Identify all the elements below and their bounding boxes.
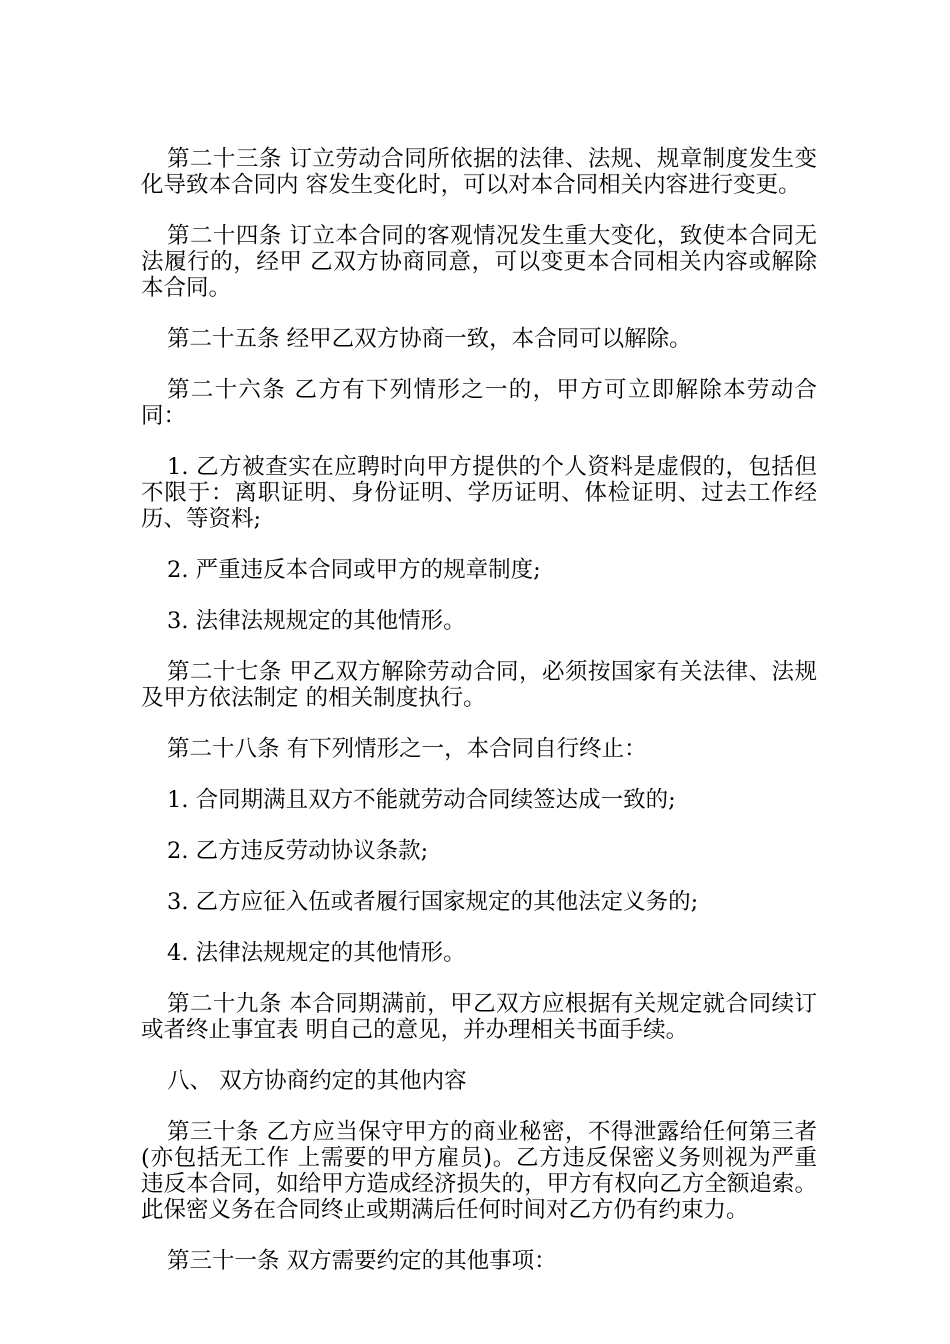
clause-31: 第三十一条 双方需要约定的其他事项： <box>167 1248 557 1274</box>
clause-25: 第二十五条 经甲乙双方协商一致，本合同可以解除。 <box>167 326 692 352</box>
clause-29: 第二十九条 本合同期满前，甲乙双方应根据有关规定就合同续订或者终止事宜表 明自己的意见，并办理相关书面手续。 <box>141 991 817 1043</box>
section-8-heading: 八、 双方协商约定的其他内容 <box>167 1068 467 1094</box>
clause-28-item-1: 1. 合同期满且双方不能就劳动合同续签达成一致的; <box>167 787 676 813</box>
clause-24: 第二十四条 订立本合同的客观情况发生重大变化，致使本合同无法履行的，经甲 乙双方协商同意，可以变更本合同相关内容或解除本合同。 <box>141 223 817 301</box>
clause-27: 第二十七条 甲乙双方解除劳动合同，必须按国家有关法律、法规及甲方依法制定 的相关制度执行。 <box>141 659 817 711</box>
clause-26: 第二十六条 乙方有下列情形之一的，甲方可立即解除本劳动合同： <box>141 377 817 429</box>
clause-23: 第二十三条 订立劳动合同所依据的法律、法规、规章制度发生变化导致本合同内 容发生变化时，可以对本合同相关内容进行变更。 <box>141 146 817 198</box>
clause-28-item-3: 3. 乙方应征入伍或者履行国家规定的其他法定义务的; <box>167 889 699 915</box>
clause-28-item-2: 2. 乙方违反劳动协议条款; <box>167 838 429 864</box>
document-body <box>141 146 817 1299</box>
clause-26-item-1: 1. 乙方被查实在应聘时向甲方提供的个人资料是虚假的，包括但不限于：离职证明、身份证明、学历证明、体检证明、过去工作经历、等资料; <box>141 454 817 532</box>
clause-28-item-4: 4. 法律法规规定的其他情形。 <box>167 940 466 966</box>
clause-26-item-2: 2. 严重违反本合同或甲方的规章制度; <box>167 557 541 583</box>
clause-28: 第二十八条 有下列情形之一，本合同自行终止： <box>167 736 647 762</box>
clause-26-item-3: 3. 法律法规规定的其他情形。 <box>167 608 466 634</box>
clause-30: 第三十条 乙方应当保守甲方的商业秘密，不得泄露给任何第三者(亦包括无工作 上需要的甲方雇员)。乙方违反保密义务则视为严重违反本合同，如给甲方造成经济损失的，甲方有权向乙方全额追索。此保密义务在合同终止或期满后任何时间对乙方仍有约束力。 <box>141 1119 817 1223</box>
